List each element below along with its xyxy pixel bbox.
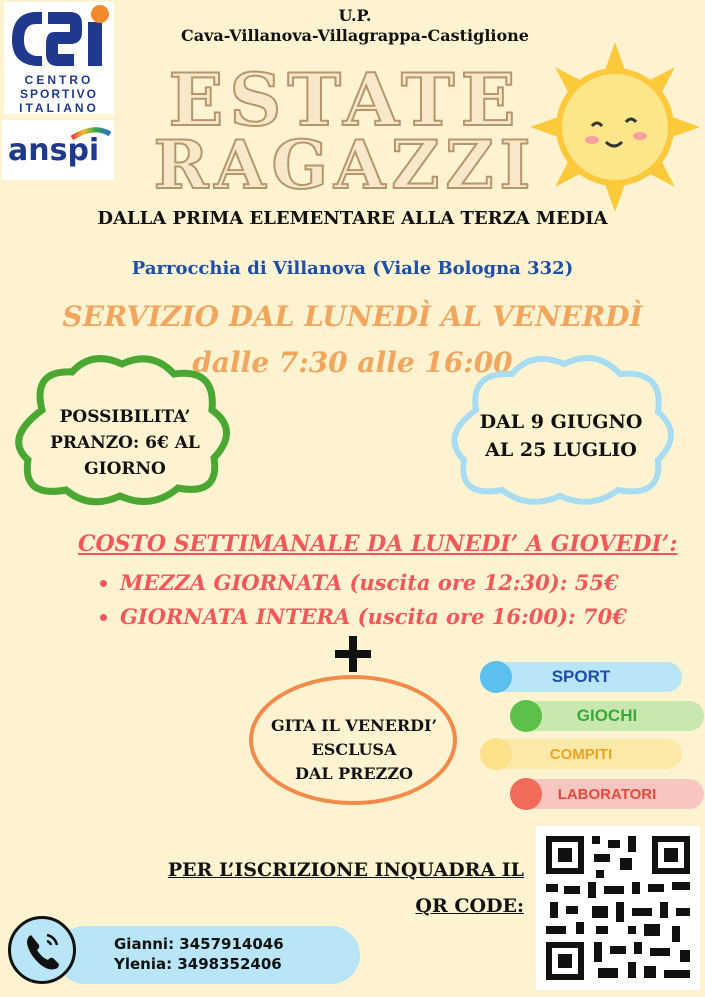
csi-logo-graphic bbox=[4, 2, 114, 114]
cost-item-full-day: • GIORNATA INTERA (uscita ore 16:00): 70€ bbox=[120, 600, 627, 634]
activity-laboratori-label: LABORATORI bbox=[557, 785, 657, 803]
registration-text bbox=[128, 852, 524, 924]
trip-info bbox=[256, 714, 452, 786]
activity-laboratori bbox=[510, 779, 704, 809]
activity-giochi bbox=[510, 701, 704, 731]
qr-code[interactable] bbox=[536, 826, 700, 990]
activity-compiti-label: COMPITI bbox=[549, 745, 613, 763]
laboratori-dot-icon bbox=[510, 778, 542, 810]
age-range-heading: DALLA PRIMA ELEMENTARE ALLA TERZA MEDIA bbox=[97, 208, 608, 229]
anspi-logo bbox=[2, 120, 114, 180]
contact-gianni[interactable]: Gianni: 3457914046 bbox=[114, 935, 284, 953]
cost-list bbox=[98, 566, 627, 634]
csi-logo bbox=[4, 2, 114, 114]
parish-unit-header bbox=[160, 6, 550, 46]
contact-list bbox=[114, 934, 284, 974]
header-line-2: Cava-Villanova-Villagrappa-Castiglione bbox=[181, 26, 529, 45]
service-hours-text: dalle 7:30 alle 16:00 bbox=[192, 346, 513, 379]
dates-info bbox=[466, 408, 656, 464]
registration-line-2: QR CODE: bbox=[415, 895, 524, 917]
csi-text-3: ITALIANO bbox=[19, 101, 99, 114]
contact-ylenia[interactable]: Ylenia: 3498352406 bbox=[114, 955, 282, 973]
giochi-dot-icon bbox=[510, 700, 542, 732]
location-text: Parrocchia di Villanova (Viale Bologna 332) bbox=[131, 258, 574, 279]
compiti-dot-icon bbox=[480, 738, 512, 770]
trip-line-1: GITA IL VENERDI’ bbox=[270, 716, 438, 735]
csi-text-2: SPORTIVO bbox=[19, 87, 99, 101]
anspi-text: anspi bbox=[8, 133, 100, 168]
trip-line-2: ESCLUSA bbox=[311, 740, 397, 759]
sport-dot-icon bbox=[480, 661, 512, 693]
lunch-info bbox=[40, 404, 210, 482]
dates-line-2: AL 25 LUGLIO bbox=[485, 439, 637, 461]
activity-sport-label: SPORT bbox=[551, 667, 611, 686]
trip-line-3: DAL PREZZO bbox=[295, 764, 413, 783]
title-line-1: ESTATE bbox=[168, 57, 522, 142]
csi-text-1: CENTRO bbox=[24, 73, 94, 87]
lunch-line-3: GIORNO bbox=[84, 459, 166, 479]
phone-icon bbox=[11, 919, 73, 981]
lunch-line-2: PRANZO: 6€ AL bbox=[50, 433, 200, 453]
activity-giochi-label: GIOCHI bbox=[576, 706, 638, 725]
service-days-text: SERVIZIO DAL LUNEDÌ AL VENERDÌ bbox=[62, 300, 643, 333]
plus-icon bbox=[333, 634, 373, 674]
sun-icon bbox=[530, 42, 700, 212]
activity-sport bbox=[480, 662, 682, 692]
registration-line-1: PER L’ISCRIZIONE INQUADRA IL bbox=[167, 859, 524, 881]
cost-item-half-day: • MEZZA GIORNATA (uscita ore 12:30): 55€ bbox=[120, 566, 627, 600]
qr-code-graphic bbox=[536, 826, 700, 990]
activity-compiti bbox=[480, 739, 682, 769]
weekly-cost-heading: COSTO SETTIMANALE DA LUNEDI’ A GIOVEDI’: bbox=[78, 531, 678, 557]
header-line-1: U.P. bbox=[338, 6, 372, 25]
dates-line-1: DAL 9 GIUGNO bbox=[479, 411, 643, 433]
anspi-logo-graphic bbox=[2, 120, 114, 180]
title-line-2: RAGAZZI bbox=[153, 126, 537, 204]
phone-button[interactable] bbox=[8, 916, 76, 984]
lunch-line-1: POSSIBILITA’ bbox=[59, 407, 191, 427]
